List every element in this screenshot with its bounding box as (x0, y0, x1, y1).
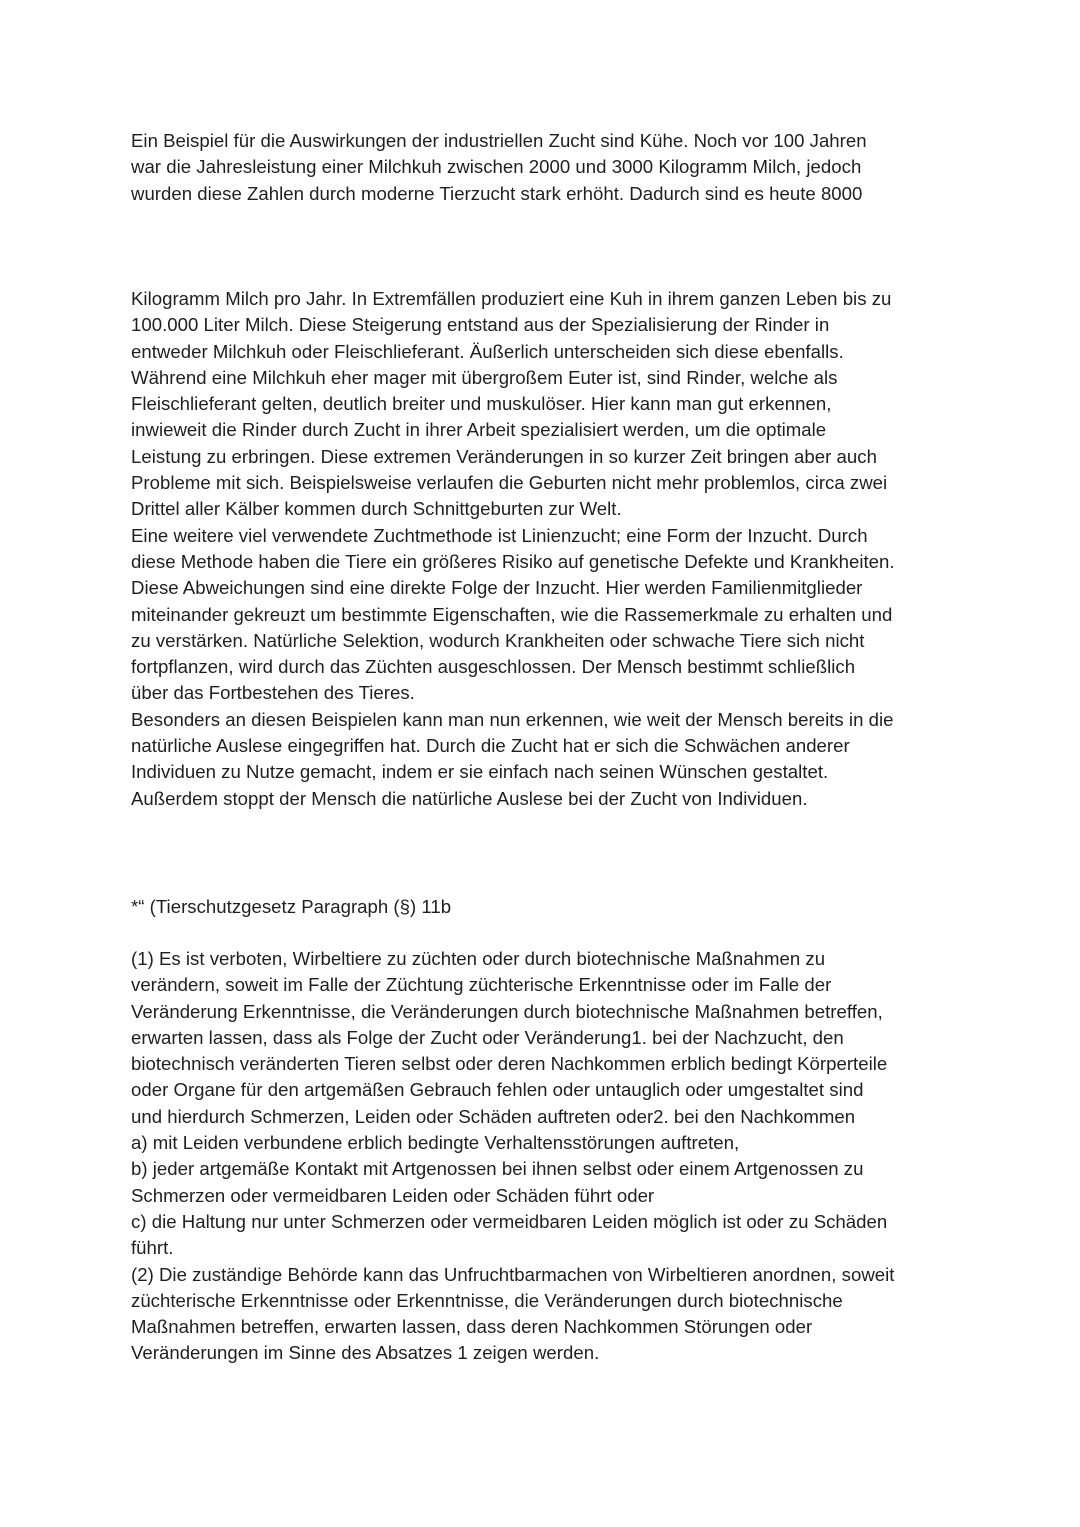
text-line: züchterische Erkenntnisse oder Erkenntnisse, die Veränderungen durch biotechnische (131, 1289, 843, 1311)
text-line: entweder Milchkuh oder Fleischlieferant. Äußerlich unterscheiden sich diese ebenfalls. (131, 340, 844, 362)
text-line: zu verstärken. Natürliche Selektion, wodurch Krankheiten oder schwache Tiere sich nicht (131, 629, 865, 651)
law-text-section (131, 946, 971, 1367)
text-line: Probleme mit sich. Beispielsweise verlaufen die Geburten nicht mehr problemlos, circa zwei (131, 472, 888, 494)
text-line: inwieweit die Rinder durch Zucht in ihrer Arbeit spezialisiert werden, um die optimale (131, 419, 827, 441)
text-line: Eine weitere viel verwendete Zuchtmethode ist Linienzucht; eine Form der Inzucht. Durch (131, 524, 868, 546)
text-line: war die Jahresleistung einer Milchkuh zwischen 2000 und 3000 Kilogramm Milch, jedoch (131, 156, 862, 178)
text-line: Individuen zu Nutze gemacht, indem er sie einfach nach seinen Wünschen gestaltet. (131, 761, 829, 783)
text-line: 100.000 Liter Milch. Diese Steigerung entstand aus der Spezialisierung der Rinder in (131, 314, 830, 336)
text-line: Besonders an diesen Beispielen kann man nun erkennen, wie weit der Mensch bereits in die (131, 708, 894, 730)
text-line: Während eine Milchkuh eher mager mit übergroßem Euter ist, sind Rinder, welche als (131, 366, 838, 388)
text-line: Ein Beispiel für die Auswirkungen der industriellen Zucht sind Kühe. Noch vor 100 Jahren (131, 130, 867, 151)
text-line: führt. (131, 1237, 174, 1259)
text-line: verändern, soweit im Falle der Züchtung züchterische Erkenntnisse oder im Falle der (131, 974, 832, 996)
text-line: Außerdem stoppt der Mensch die natürliche Auslese bei der Zucht von Individuen. (131, 787, 808, 809)
text-line: (1) Es ist verboten, Wirbeltiere zu züchten oder durch biotechnische Maßnahmen zu (131, 948, 826, 969)
text-line: Kilogramm Milch pro Jahr. In Extremfällen produziert eine Kuh in ihrem ganzen Leben bis zu (131, 288, 892, 309)
paragraph-cattle-intro (131, 128, 971, 207)
text-line: fortpflanzen, wird durch das Züchten ausgeschlossen. Der Mensch bestimmt schließlich (131, 656, 856, 678)
text-line: Fleischlieferant gelten, deutlich breiter und muskulöser. Hier kann man gut erkennen, (131, 393, 832, 415)
text-line: Veränderung Erkenntnisse, die Veränderungen durch biotechnische Maßnahmen betreffen, (131, 1000, 883, 1022)
text-line: (2) Die zuständige Behörde kann das Unfruchtbarmachen von Wirbeltieren anordnen, soweit (131, 1263, 895, 1285)
text-line: natürliche Auslese eingegriffen hat. Durch die Zucht hat er sich die Schwächen anderer (131, 735, 850, 757)
footnote-heading (131, 894, 971, 920)
text-line: oder Organe für den artgemäßen Gebrauch fehlen oder untauglich oder umgestaltet sind (131, 1079, 864, 1101)
text-line: Leistung zu erbringen. Diese extremen Veränderungen in so kurzer Zeit bringen aber auch (131, 445, 877, 467)
text-line: Diese Abweichungen sind eine direkte Folge der Inzucht. Hier werden Familienmitglieder (131, 577, 863, 599)
text-line: wurden diese Zahlen durch moderne Tierzucht stark erhöht. Dadurch sind es heute 8000 (131, 182, 863, 204)
text-line: miteinander gekreuzt um bestimmte Eigenschaften, wie die Rassemerkmale zu erhalten und (131, 603, 893, 625)
text-line: diese Methode haben die Tiere ein größeres Risiko auf genetische Defekte und Krankheiten. (131, 550, 895, 572)
text-line: biotechnisch veränderten Tieren selbst oder deren Nachkommen erblich bedingt Körperteile (131, 1053, 888, 1075)
text-line: Schmerzen oder vermeidbaren Leiden oder Schäden führt oder (131, 1184, 655, 1206)
paragraph-breeding-effects (131, 286, 971, 812)
text-line: b) jeder artgemäße Kontakt mit Artgenossen bei ihnen selbst oder einem Artgenossen zu (131, 1158, 864, 1180)
text-line: Maßnahmen betreffen, erwarten lassen, dass deren Nachkommen Störungen oder (131, 1316, 813, 1338)
text-line: erwarten lassen, dass als Folge der Zucht oder Veränderung1. bei der Nachzucht, den (131, 1026, 844, 1048)
text-line: und hierdurch Schmerzen, Leiden oder Schäden auftreten oder2. bei den Nachkommen (131, 1105, 856, 1127)
text-line: Veränderungen im Sinne des Absatzes 1 zeigen werden. (131, 1342, 600, 1364)
text-line: c) die Haltung nur unter Schmerzen oder vermeidbaren Leiden möglich ist oder zu Schäden (131, 1210, 888, 1232)
text-line: über das Fortbestehen des Tieres. (131, 682, 415, 704)
text-line: Drittel aller Kälber kommen durch Schnittgeburten zur Welt. (131, 498, 622, 520)
text-line: a) mit Leiden verbundene erblich bedingte Verhaltensstörungen auftreten, (131, 1132, 740, 1154)
footnote-heading-text: *“ (Tierschutzgesetz Paragraph (§) 11b (131, 896, 452, 917)
